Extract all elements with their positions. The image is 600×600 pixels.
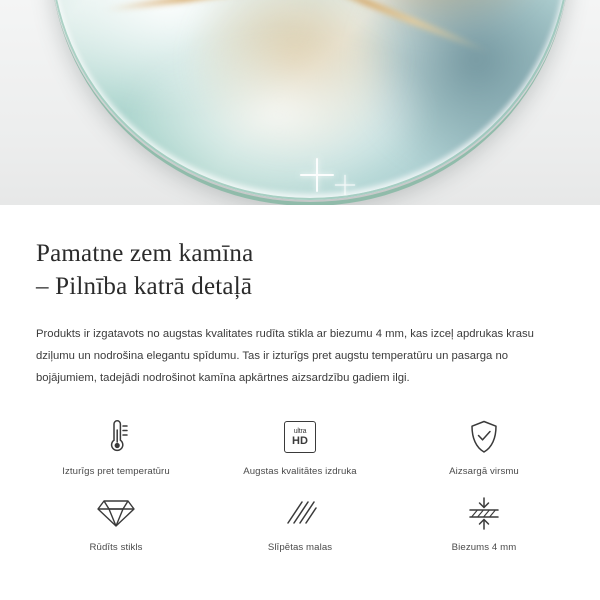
- feature-label: Biezums 4 mm: [451, 542, 517, 554]
- page-title: [36, 237, 600, 303]
- feature-label: Aizsargā virsmu: [449, 466, 519, 478]
- shield-check-icon: [468, 415, 500, 459]
- headline-line-2: – Pilnība katrā detaļā: [36, 273, 253, 300]
- feature-item-tempered-glass: [24, 491, 208, 553]
- feature-label: Augstas kvalitātes izdruka: [243, 466, 357, 478]
- thickness-icon: [466, 491, 502, 535]
- features-grid: [24, 415, 576, 553]
- feature-item-temperature: [24, 415, 208, 477]
- hero-image: [0, 0, 600, 205]
- ultra-hd-icon: [284, 415, 316, 459]
- feature-item-print-quality: [208, 415, 392, 477]
- ultra-hd-bottom-text: HD: [292, 434, 308, 447]
- thermometer-icon: [101, 415, 131, 459]
- feature-item-polished-edges: [208, 491, 392, 553]
- feature-label: Izturīgs pret temperatūru: [62, 466, 170, 478]
- ultra-hd-top-text: ultra: [293, 427, 307, 435]
- diamond-icon: [97, 491, 135, 535]
- headline-line-1: Pamatne zem kamīna: [36, 240, 254, 267]
- feature-item-surface-protection: [392, 415, 576, 477]
- feature-label: Slīpētas malas: [267, 542, 333, 554]
- description-paragraph: Produkts ir izgatavots no augstas kvalitates rudīta stikla ar biezumu 4 mm, kas izceļ apdrukas krasu dziļumu un nodrošina elegantu spīdumu. Tas ir izturīgs pret augstu temperatūru un pasarga no bojājumiem, tadejādi nodrošinot kamīna apkārtnes aizsardzību gadiem ilgi.: [36, 328, 534, 385]
- content-section: [0, 205, 600, 553]
- feature-item-thickness: [392, 491, 576, 553]
- polished-edges-icon: [282, 491, 318, 535]
- feature-label: Rūdīts stikls: [89, 542, 143, 554]
